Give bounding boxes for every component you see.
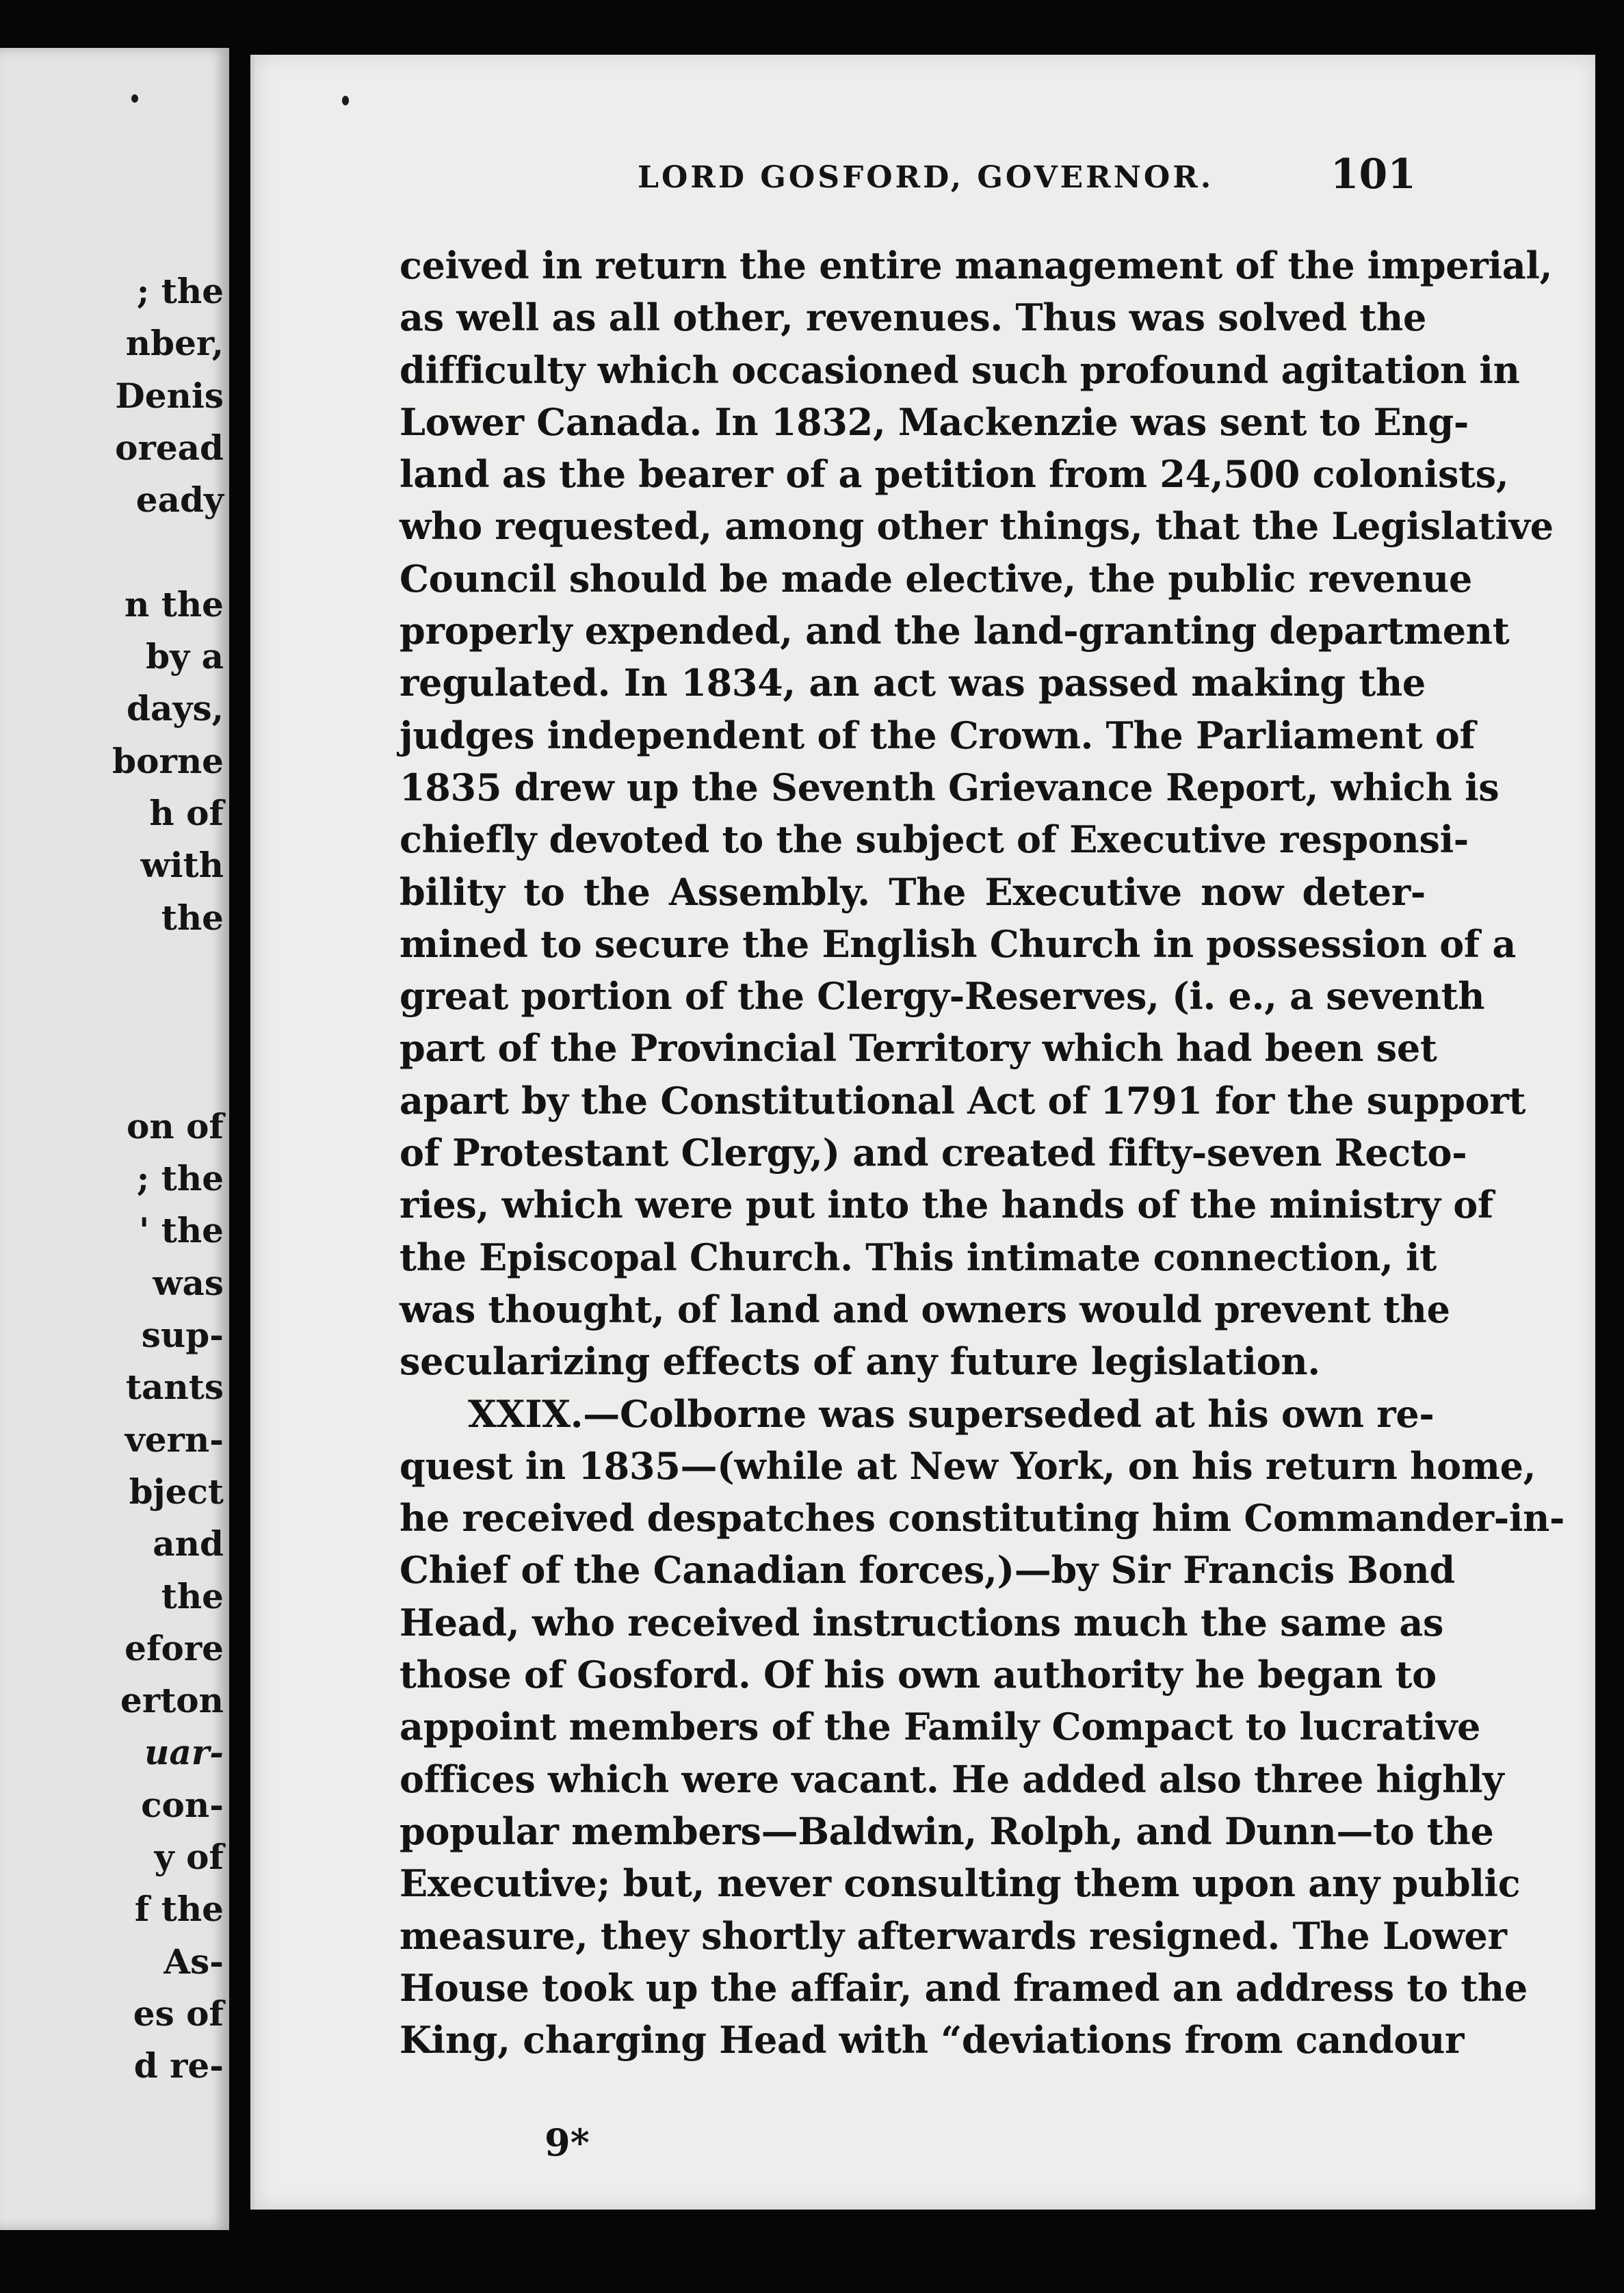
left-page-line: days, bbox=[127, 688, 224, 729]
body-text bbox=[400, 239, 1565, 2066]
left-page-line: As- bbox=[163, 1941, 224, 1982]
left-page-line: was bbox=[153, 1262, 224, 1303]
left-page-line: ' the bbox=[139, 1210, 224, 1251]
signature-mark: 9* bbox=[545, 2121, 590, 2164]
text-line: regulated. In 1834, an act was passed making the bbox=[400, 661, 1426, 705]
running-head: LORD GOSFORD, GOVERNOR. bbox=[638, 160, 1214, 195]
left-page-line: with bbox=[140, 845, 224, 886]
text-line: was thought, of land and owners would prevent the bbox=[400, 1287, 1450, 1331]
left-page-line: erton bbox=[120, 1680, 224, 1721]
left-page-line: tants bbox=[125, 1367, 224, 1408]
text-line: Executive; but, never consulting them upon any public bbox=[400, 1861, 1521, 1906]
page-number: 101 bbox=[1330, 150, 1416, 198]
left-page-line: ; the bbox=[136, 271, 224, 311]
text-line: appoint members of the Family Compact to lucrative bbox=[400, 1705, 1481, 1749]
text-line: popular members—Baldwin, Rolph, and Dunn—to the bbox=[400, 1809, 1494, 1853]
text-line: King, charging Head with “deviations from candour bbox=[400, 2018, 1465, 2062]
text-line: properly expended, and the land-granting department bbox=[400, 609, 1510, 653]
text-line: who requested, among other things, that the Legislative bbox=[400, 504, 1554, 549]
text-line: as well as all other, revenues. Thus was solved the bbox=[400, 296, 1427, 340]
text-line: Lower Canada. In 1832, Mackenzie was sent to Eng- bbox=[400, 399, 1469, 444]
left-page-line: h of bbox=[149, 793, 224, 833]
left-page-line: borne bbox=[112, 740, 224, 781]
left-page-line: the bbox=[161, 1575, 224, 1616]
left-page-line: on of bbox=[127, 1105, 224, 1146]
text-line: ceived in return the entire management of the imperial, bbox=[400, 244, 1553, 287]
left-page-line: f the bbox=[134, 1889, 224, 1930]
left-page-line: sup- bbox=[141, 1315, 224, 1355]
text-line: XXIX.—Colborne was superseded at his own re- bbox=[468, 1391, 1435, 1436]
text-line: Chief of the Canadian forces,)—by Sir Francis Bond bbox=[400, 1548, 1455, 1593]
text-line: he received despatches constituting him Commander-in- bbox=[400, 1496, 1565, 1541]
text-line: offices which were vacant. He added also three highly bbox=[400, 1757, 1504, 1801]
page-header bbox=[254, 150, 1595, 212]
left-page-line: n the bbox=[124, 584, 224, 625]
left-page-line: the bbox=[161, 897, 224, 938]
text-line: of Protestant Clergy,) and created fifty-seven Recto- bbox=[400, 1131, 1467, 1175]
text-line: ries, which were put into the hands of the ministry of bbox=[400, 1183, 1493, 1227]
text-line: Head, who received instructions much the same as bbox=[400, 1600, 1444, 1645]
left-page-line: eady bbox=[135, 480, 224, 521]
text-line: 1835 drew up the Seventh Grievance Report, which is bbox=[400, 765, 1499, 809]
text-line: chiefly devoted to the subject of Executive responsi- bbox=[400, 817, 1469, 862]
scan-speck bbox=[342, 96, 349, 105]
left-page-line: ; the bbox=[136, 1158, 224, 1199]
left-page-line: vern- bbox=[125, 1419, 224, 1460]
text-line: part of the Provincial Territory which had been set bbox=[400, 1026, 1437, 1071]
text-line: apart by the Constitutional Act of 1791 for the support bbox=[400, 1078, 1526, 1123]
text-line: House took up the affair, and framed an address to the bbox=[400, 1965, 1528, 2010]
scan-speck bbox=[131, 94, 138, 103]
text-line: Council should be made elective, the public revenue bbox=[400, 556, 1473, 601]
text-line: those of Gosford. Of his own authority he began to bbox=[400, 1653, 1437, 1697]
text-line: judges independent of the Crown. The Parliament of bbox=[400, 713, 1476, 757]
left-page-line: and bbox=[153, 1523, 224, 1564]
text-line: mined to secure the English Church in possession of a bbox=[400, 921, 1517, 966]
text-line: difficulty which occasioned such profound agitation in bbox=[400, 348, 1520, 392]
text-line: measure, they shortly afterwards resigned. The Lower bbox=[400, 1913, 1507, 1958]
left-page-line: efore bbox=[125, 1627, 224, 1668]
left-page-line: oread bbox=[115, 427, 224, 468]
left-page-line: uar- bbox=[144, 1732, 224, 1773]
left-page-line: d re- bbox=[133, 2045, 224, 2086]
text-line: bility to the Assembly. The Executive now deter- bbox=[400, 869, 1426, 914]
left-page-line: es of bbox=[133, 1993, 224, 2034]
left-page-line: nber, bbox=[125, 323, 224, 364]
left-page-line: Denis bbox=[115, 375, 224, 416]
left-page-line: by a bbox=[146, 636, 224, 677]
text-line: secularizing effects of any future legislation. bbox=[400, 1339, 1320, 1384]
left-page-line: con- bbox=[141, 1784, 224, 1825]
left-page-line: y of bbox=[154, 1837, 224, 1877]
text-line: quest in 1835—(while at New York, on his return home, bbox=[400, 1443, 1536, 1488]
text-line: great portion of the Clergy-Reserves, (i. e., a seventh bbox=[400, 974, 1485, 1019]
left-page-line: bject bbox=[129, 1471, 224, 1512]
text-line: the Episcopal Church. This intimate connection, it bbox=[400, 1235, 1437, 1279]
left-page-fragment bbox=[0, 48, 229, 2230]
text-line: land as the bearer of a petition from 24,500 colonists, bbox=[400, 452, 1509, 497]
right-page bbox=[250, 55, 1595, 2210]
